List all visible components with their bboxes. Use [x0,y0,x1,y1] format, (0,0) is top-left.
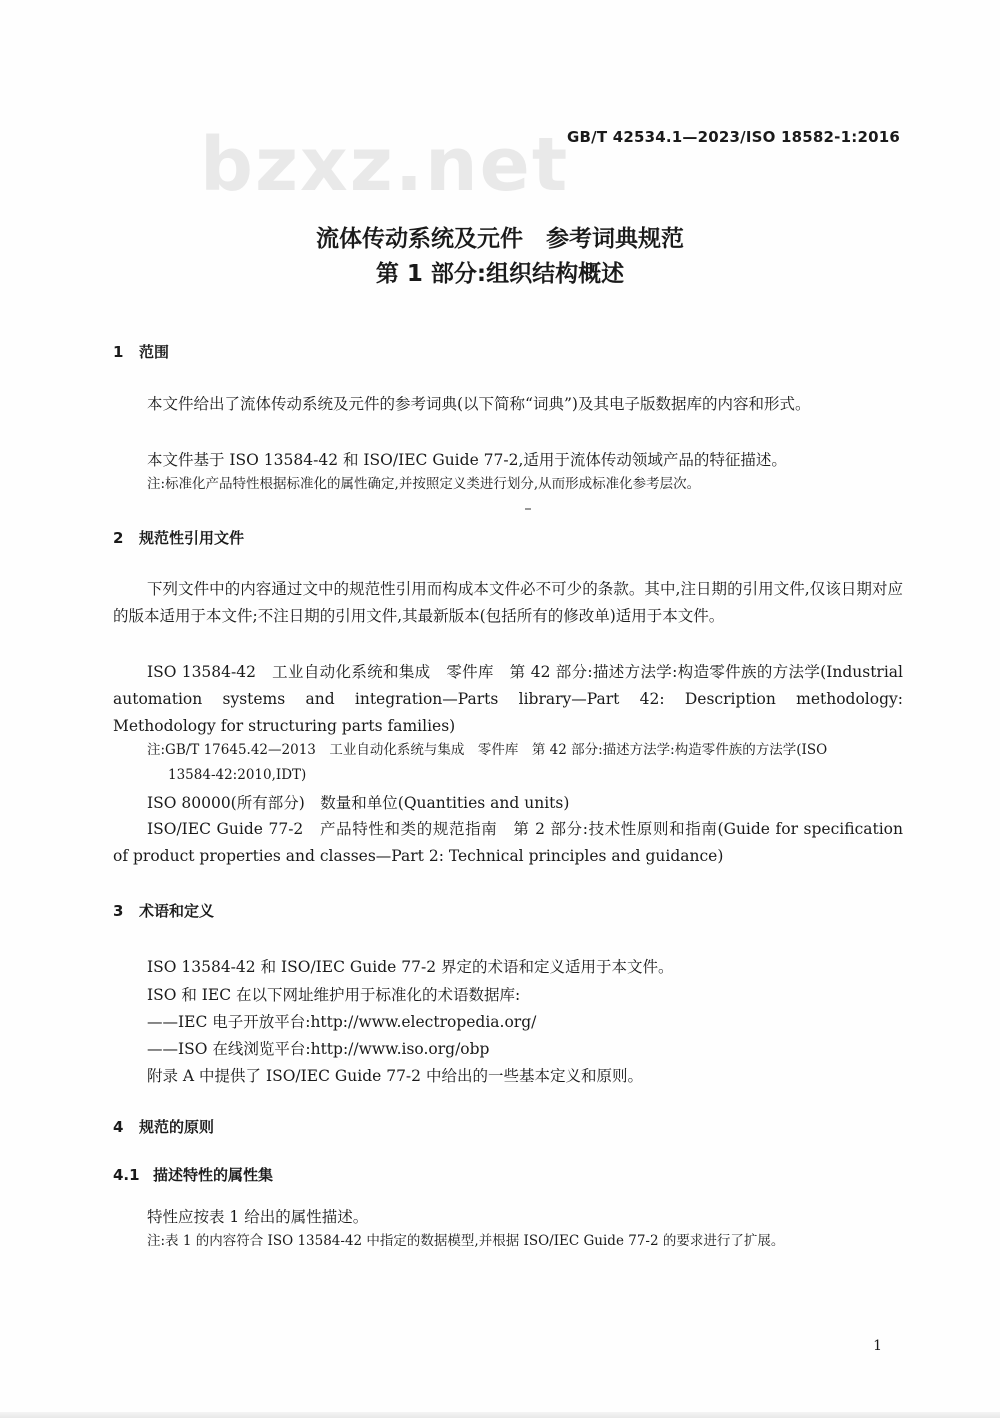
section-title: 范围 [139,343,170,361]
note-line-1: 注:GB/T 17645.42—2013 工业自动化系统与集成 零件库 第 42 部分:描述方法学:构造零件族的方法学(ISO [147,742,828,758]
section-number: 1 [113,343,124,361]
section-2-note [147,738,903,788]
reference-iso-80000: ISO 80000(所有部分) 数量和单位(Quantities and units) [147,794,570,812]
section-4-1-heading [113,1164,273,1185]
note-line-2: 13584-42:2010,IDT) [168,767,307,783]
section-number: 2 [113,529,124,547]
section-4-1-line-1: 特性应按表 1 给出的属性描述。 [147,1208,369,1226]
page-number: 1 [873,1338,882,1354]
page-edge [0,1412,1000,1418]
section-title: 规范性引用文件 [139,529,245,547]
section-2-para-1: 下列文件中的内容通过文中的规范性引用而构成本文件必不可少的条款。其中,注日期的引用文件,仅该日期对应的版本适用于本文件;不注日期的引用文件,其最新版本(包括所有的修改单)适用于本文件。 [113,580,903,625]
section-title: 描述特性的属性集 [153,1166,274,1184]
section-2-heading [113,527,244,548]
section-4-heading [113,1116,214,1137]
section-title: 规范的原则 [139,1118,215,1136]
iso-obp-link[interactable]: ——ISO 在线浏览平台:http://www.iso.org/obp [147,1040,490,1058]
section-number: 3 [113,902,124,920]
section-3-line-1: ISO 13584-42 和 ISO/IEC Guide 77-2 界定的术语和定义适用于本文件。 [147,958,674,976]
title-line-1: 流体传动系统及元件 参考词典规范 [316,226,684,252]
section-title: 术语和定义 [139,902,215,920]
title-line-2: 第 1 部分:组织结构概述 [375,261,625,287]
section-1-para-1: 本文件给出了流体传动系统及元件的参考词典(以下简称“词典”)及其电子版数据库的内容和形式。 [147,395,811,413]
section-number: 4.1 [113,1166,140,1184]
section-1-para-2: 本文件基于 ISO 13584-42 和 ISO/IEC Guide 77-2,适用于流体传动领域产品的特征描述。 [147,451,787,469]
watermark: bzxz.net [200,122,570,208]
standard-code: GB/T 42534.1—2023/ISO 18582-1:2016 [567,128,900,146]
reference-iso-13584-42: ISO 13584-42 工业自动化系统和集成 零件库 第 42 部分:描述方法学:构造零件族的方法学(Industrial automation systems and integration—Parts library—Part 42: Description methodology: Methodology for structuring parts families) [113,663,903,735]
electropedia-link[interactable]: ——IEC 电子开放平台:http://www.electropedia.org/ [147,1013,537,1031]
section-4-1-note: 注:表 1 的内容符合 ISO 13584-42 中指定的数据模型,并根据 ISO/IEC Guide 77-2 的要求进行了扩展。 [147,1233,785,1249]
section-1-note: 注:标准化产品特性根据标准化的属性确定,并按照定义类进行划分,从而形成标准化参考层次。 [147,476,701,492]
stray-mark [525,508,531,510]
section-1-heading [113,341,169,362]
section-3-line-5: 附录 A 中提供了 ISO/IEC Guide 77-2 中给出的一些基本定义和原则。 [147,1067,643,1085]
section-3-heading [113,900,214,921]
section-number: 4 [113,1118,124,1136]
reference-iso-iec-guide-77-2: ISO/IEC Guide 77-2 产品特性和类的规范指南 第 2 部分:技术性原则和指南(Guide for specification of product properties and classes—Part 2: Technical principles and guidance) [113,820,903,865]
section-3-line-2: ISO 和 IEC 在以下网址维护用于标准化的术语数据库: [147,986,521,1004]
